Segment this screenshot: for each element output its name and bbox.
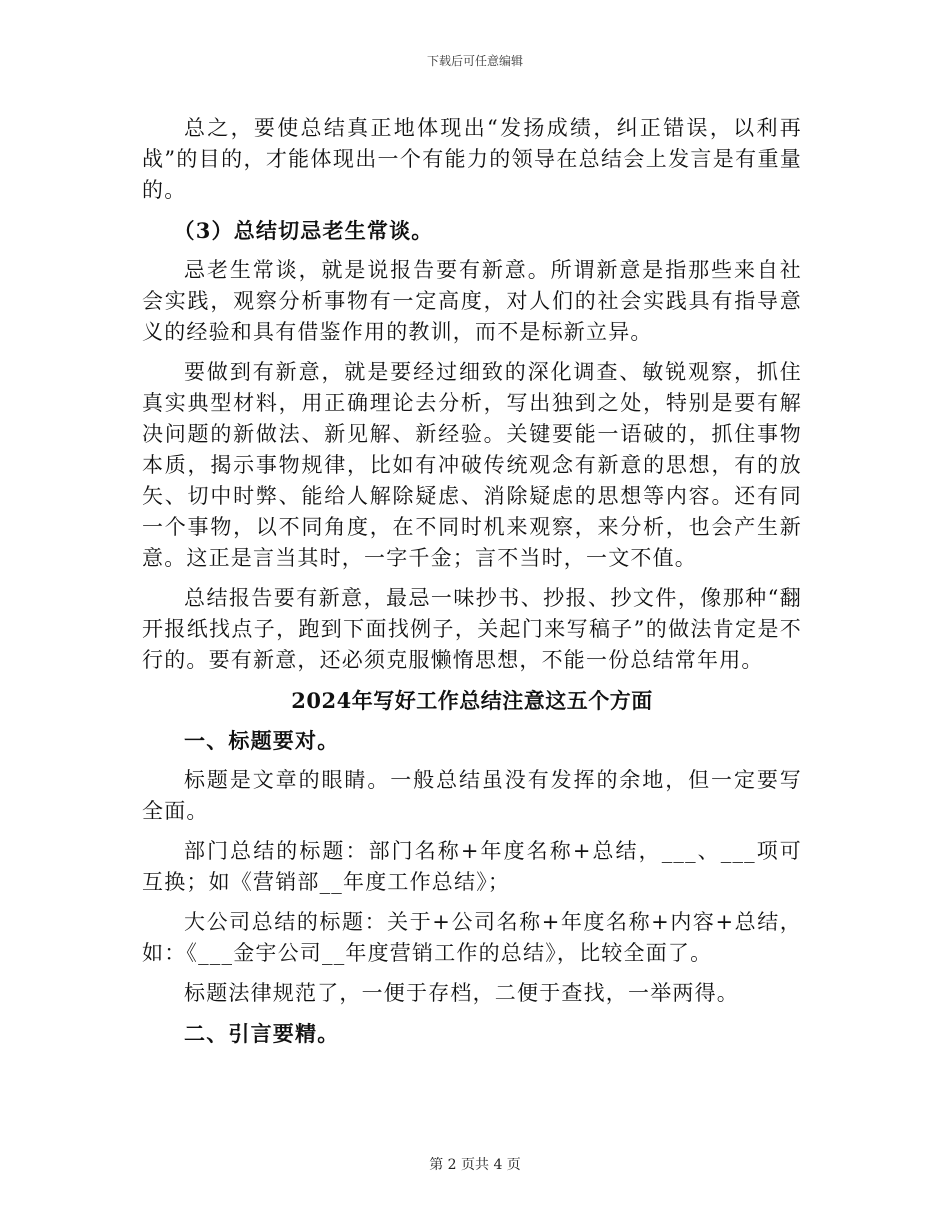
paragraph-avoid-cliche: 忌老生常谈，就是说报告要有新意。所谓新意是指那些来自社会实践，观察分析事物有一定高度，对人们的社会实践具有指导意义的经验和具有借鉴作用的教训，而不是标新立异。 <box>142 258 802 344</box>
paragraph-department-title: 部门总结的标题：部门名称+年度名称+总结，___、___项可互换；如《营销部__年度工作总结》； <box>142 839 802 894</box>
paragraph-title-eyes: 标题是文章的眼睛。一般总结虽没有发挥的余地，但一定要写全面。 <box>142 768 802 823</box>
section-heading-3: （3）总结切忌老生常谈。 <box>173 218 434 243</box>
heading-title-correct: 一、标题要对。 <box>184 728 340 753</box>
heading-intro-concise: 二、引言要精。 <box>184 1021 340 1046</box>
paragraph-conclusion: 总之，要使总结真正地体现出“发扬成绩，纠正错误，以利再战”的目的，才能体现出一个有能力的领导在总结会上发言是有重量的。 <box>142 116 802 202</box>
page-footer: 第 2 页共 4 页 <box>429 1157 521 1173</box>
paragraph-novelty: 要做到有新意，就是要经过细致的深化调查、敏锐观察，抓住真实典型材料，用正确理论去分析，写出独到之处，特别是要有解决问题的新做法、新见解、新经验。关键要能一语破的，抓住事物本质，揭示事物规律，比如有冲破传统观念有新意的思想，有的放矢、切中时弊、能给人解除疑虑、消除疑虑的思想等内容。还有同一个事物，以不同角度，在不同时机来观察，来分析，也会产生新意。这正是言当其时，一字千金；言不当时，一文不值。 <box>142 360 802 570</box>
paragraph-no-copying: 总结报告要有新意，最忌一味抄书、抄报、抄文件，像那种“翻开报纸找点子，跑到下面找例子，关起门来写稿子”的做法肯定是不行的。要有新意，还必须克服懒惰思想，不能一份总结常年用。 <box>142 586 802 672</box>
document-body <box>142 113 802 1058</box>
page-header: 下载后可任意编辑 <box>426 54 523 68</box>
paragraph-company-title: 大公司总结的标题：关于+公司名称+年度名称+内容+总结，如：《___金宇公司__年度营销工作的总结》，比较全面了。 <box>142 910 802 965</box>
paragraph-title-standard: 标题法律规范了，一便于存档，二便于查找，一举两得。 <box>184 981 739 1005</box>
article-title: 2024年写好工作总结注意这五个方面 <box>291 688 653 713</box>
